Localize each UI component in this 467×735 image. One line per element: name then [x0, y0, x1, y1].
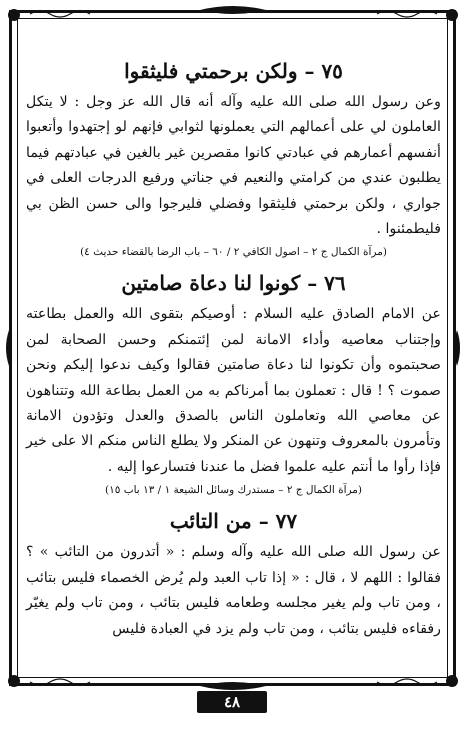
section-heading: ٧٥ – ولكن برحمتي فليثقوا: [124, 59, 343, 83]
section-body: عن رسول الله صلى الله عليه وآله وسلم : « أتدرون من التائب » ؟ فقالوا : اللهم لا ، قال : « إذا تاب العبد ولم يُرض الخصماء فليس بتائب ، ومن تاب ولم يغير مجلسه وطعامه فليس بتائب ، ومن تاب ولم يغيّر رفقاءه فليس بتائب ، ومن تاب ولم يزد في العبادة فليس: [26, 544, 441, 637]
section-source: (مرآة الكمال ج ٢ – مستدرك وسائل الشيعة ١ / ١٣ باب ١٥): [104, 484, 363, 497]
section-body: عن الامام الصادق عليه السلام : أوصيكم بتقوى الله والعمل بطاعته وإجتناب معاصيه وأداء الامانة لمن إئتمنكم وحسن الصحابة لمن صحبتموه وأن تكونوا لنا دعاة صامتين فقالوا وكيف ندعوا إليكم ونحن صموت ؟ ! قال : تعملون بما أمرناكم به من العمل بطاعة الله وتتناهون عن معاصي الله وتعاملون الناس بالصدق والعدل وتؤدون الامانة وتأمرون بالمعروف وتنهون عن المنكر ولا يطلع الناس منكم الا على خير فإذا رأوا ما أنتم عليه علموا فضل ما عندنا فتسارعوا إليه .: [26, 306, 441, 475]
page-number: ٤٨: [197, 691, 267, 713]
page-content: [26, 58, 441, 668]
section-body: وعن رسول الله صلى الله عليه وآله أنه قال الله عز وجل : لا يتكل العاملون لي على أعمالهم التي يعملونها لثوابي فإنهم لو إجتهدوا وأتعبوا أنفسهم أعمارهم في عبادتي كانوا مقصرين غير بالغين في عبادتهم فيما يطلبون عندي من كرامتي والنعيم في جناتي ورفيع الدرجات العلى في جواري ، ولكن برحمتي فليثقوا وفضلي فليرجوا والى حسن الظن بي فليطمئنوا .: [26, 94, 441, 238]
section-heading: ٧٦ – كونوا لنا دعاة صامتين: [121, 271, 346, 296]
section-heading: ٧٧ – من التائب: [169, 509, 298, 534]
section-source: (مرآة الكمال ج ٢ – اصول الكافي ٢ / ٦٠ – باب الرضا بالقضاء حديث ٤): [80, 246, 387, 259]
